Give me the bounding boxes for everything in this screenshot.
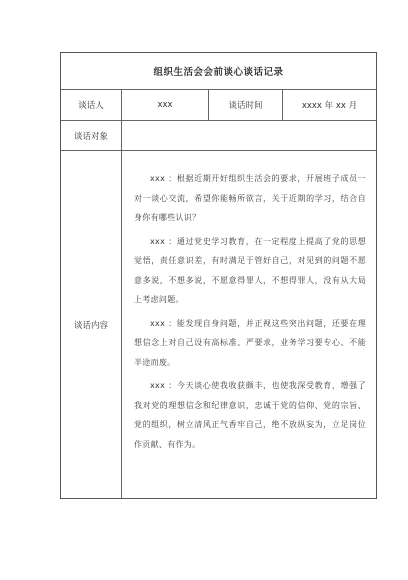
content-row	[61, 151, 376, 498]
dialogue-paragraph: xxx ：今天谈心使我收获颇丰，也使我深受教育，增强了我对党的理想信念和纪律意识，忠诚于党的信仰、党的宗旨、党的组织，树立清风正气香牢自己，绝不放纵妄为，立足岗位作贡献、有作为。	[134, 381, 366, 449]
content-body	[122, 151, 376, 498]
time-value: xxxx 年 xx 月	[301, 101, 358, 111]
content-label: 谈话内容	[61, 151, 122, 498]
dialogue-paragraph: xxx ：通过党史学习教育，在一定程度上提高了党的思想觉悟，责任意识差，有时满足于管好自己，对见到的问题不愿意多说，不想多说，不愿意得罪人，不想得罪人，没有从大局上考虑问题。	[134, 236, 366, 304]
target-value	[122, 121, 376, 150]
target-label: 谈话对象	[61, 121, 122, 150]
talker-label: 谈话人	[61, 90, 122, 120]
document-title: 组织生活会会前谈心谈话记录	[153, 67, 284, 78]
dialogue-paragraph: xxx ：能发现自身问题，并正视这些突出问题，还要在理想信念上对自己设有高标准、严要求，业务学习要专心、不能半途而废。	[134, 318, 366, 367]
title-row	[61, 53, 376, 90]
time-label: 谈话时间	[209, 90, 283, 120]
talker-value: xxx	[122, 90, 209, 120]
target-row	[61, 121, 376, 151]
talk-record-table	[60, 52, 377, 499]
info-row	[61, 90, 376, 121]
dialogue-paragraph: xxx ：根据近期开好组织生活会的要求，开展班子成员一对一谈心交流，希望你能畅所欲言，关于近期的学习，结合自身你有哪些认识？	[134, 174, 366, 222]
